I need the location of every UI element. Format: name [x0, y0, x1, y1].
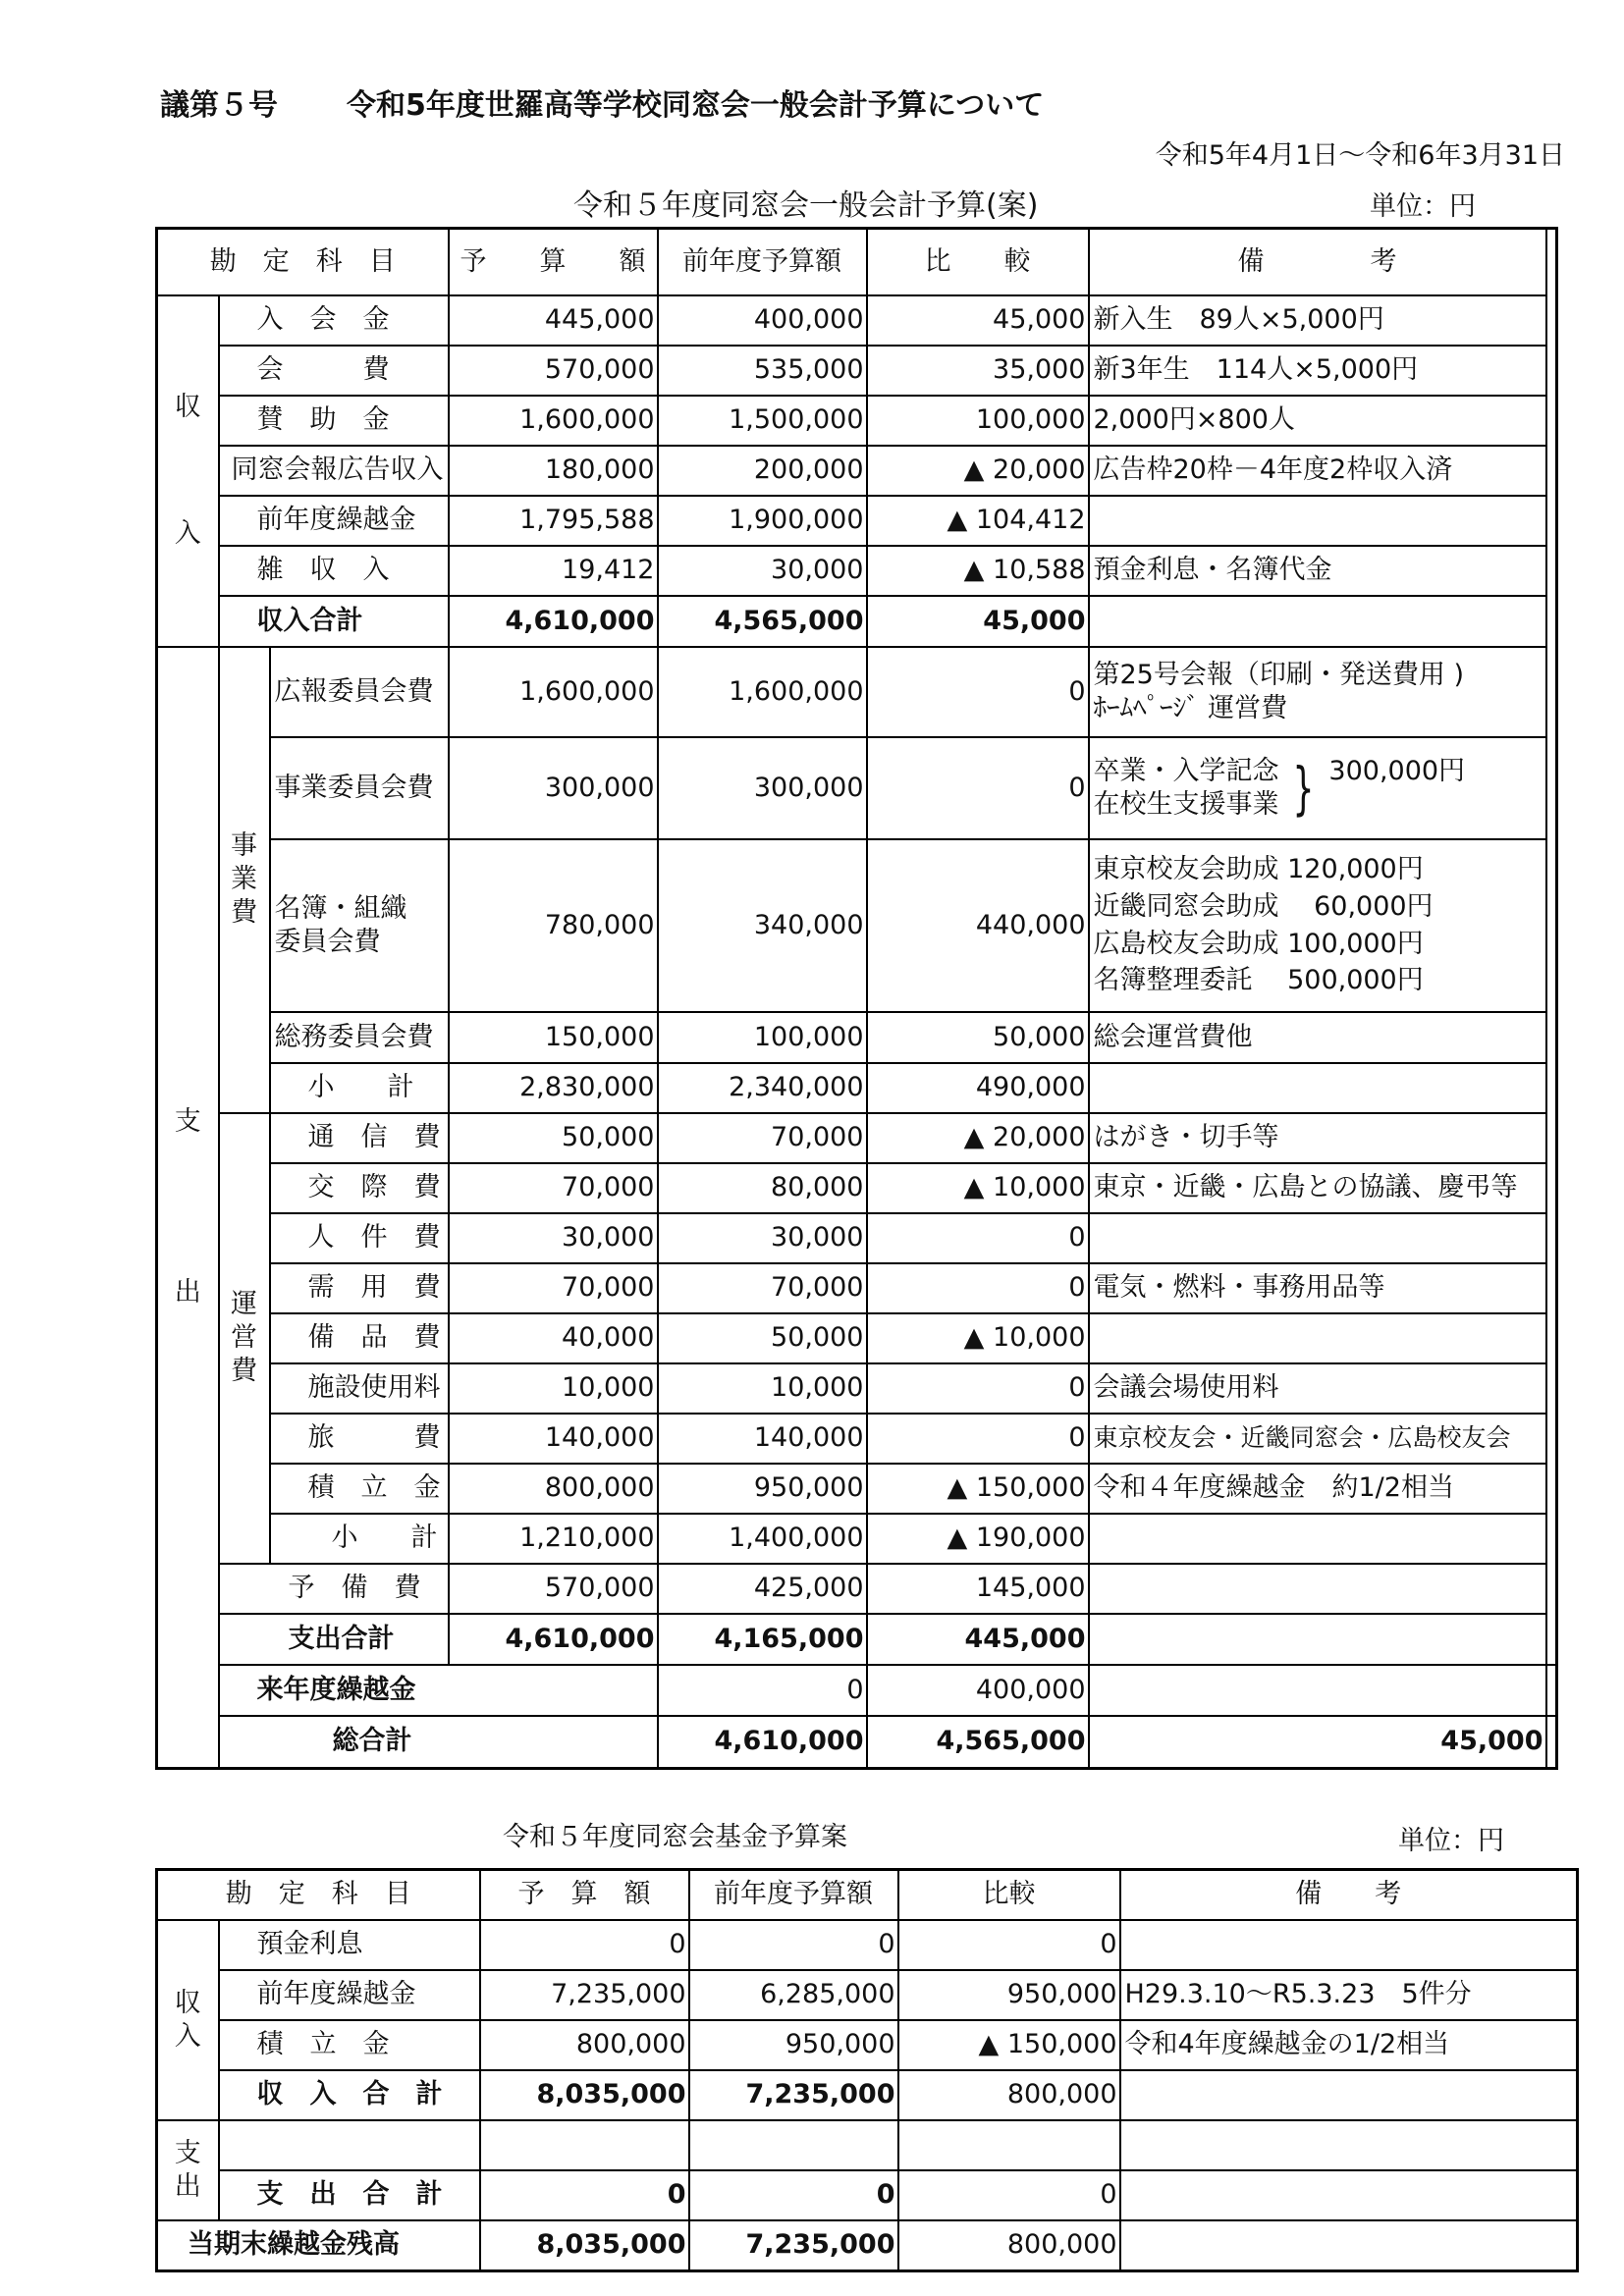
amount-cell: 19,412: [449, 546, 658, 596]
table-cell: [1089, 1614, 1546, 1665]
amount-cell: 800,000: [449, 1464, 658, 1514]
table-row: [157, 647, 1557, 737]
col-header-prev: 前年度予算額: [689, 1870, 898, 1920]
operation-cost-label: 運 営 費: [219, 1113, 270, 1564]
fund-expense-total-row: [157, 2170, 1578, 2220]
table-cell: 第25号会報（印刷・発送費用 ) ﾎｰﾑﾍﾟｰｼﾞ 運営費: [1089, 647, 1546, 737]
table-header-row: [157, 1870, 1578, 1920]
amount-cell: 4,610,000: [658, 1716, 867, 1769]
fiscal-period: 令和5年4月1日～令和6年3月31日: [1155, 140, 1565, 171]
text-cell: [1089, 1213, 1546, 1263]
amount-cell: ▲ 190,000: [867, 1514, 1089, 1564]
amount-cell: 140,000: [658, 1414, 867, 1464]
general-budget-table: [155, 227, 1558, 1770]
text-cell: 前年度繰越金: [219, 1970, 480, 2020]
text-cell: 預金利息・名簿代金: [1089, 546, 1546, 596]
amount-cell: 70,000: [449, 1263, 658, 1313]
text-cell: [1089, 1313, 1546, 1363]
amount-cell: 300,000: [658, 737, 867, 839]
table-row: [157, 1464, 1557, 1514]
text-cell: 積 立 金: [270, 1464, 449, 1514]
text-cell: 2,000円×800人: [1089, 396, 1546, 446]
amount-cell: 445,000: [867, 1614, 1089, 1665]
table-row: [157, 1970, 1578, 2020]
table-cell: [1120, 2120, 1578, 2170]
amount-cell: 0: [898, 2170, 1120, 2220]
amount-cell: 200,000: [658, 446, 867, 496]
amount-cell: 7,235,000: [689, 2070, 898, 2120]
text-cell: 前年度繰越金: [219, 496, 449, 546]
amount-cell: 300,000: [449, 737, 658, 839]
text-cell: 来年度繰越金: [219, 1665, 658, 1716]
agenda-number: 議第５号: [160, 88, 278, 123]
amount-cell: 400,000: [867, 1665, 1089, 1716]
amount-cell: 400,000: [658, 295, 867, 346]
amount-cell: 4,565,000: [658, 596, 867, 647]
text-cell: 備 品 費: [270, 1313, 449, 1363]
table-cell: [1546, 1665, 1557, 1716]
table-row: [157, 2120, 1578, 2170]
amount-cell: 0: [898, 1920, 1120, 1970]
col-header-diff: 比較: [898, 1870, 1120, 1920]
amount-cell: 0: [689, 1920, 898, 1970]
income-section-label: 収 入: [157, 295, 219, 647]
text-cell: 入 会 金: [219, 295, 449, 346]
fund-income-total-row: [157, 2070, 1578, 2120]
table-row: [157, 295, 1557, 346]
text-cell: [1089, 496, 1546, 546]
general-budget-unit: 単位：円: [1370, 191, 1476, 222]
fund-income-label: 収 入: [157, 1920, 219, 2120]
text-cell: 支出合計: [219, 1614, 449, 1665]
table-row: [157, 1920, 1578, 1970]
amount-cell: 10,000: [658, 1363, 867, 1414]
amount-cell: 1,600,000: [449, 396, 658, 446]
amount-cell: 8,035,000: [480, 2070, 689, 2120]
text-cell: 収 入 合 計: [219, 2070, 480, 2120]
carryover-row: [157, 1665, 1557, 1716]
text-cell: 事業委員会費: [270, 737, 449, 839]
amount-cell: ▲ 104,412: [867, 496, 1089, 546]
subtotal-row: [157, 1063, 1557, 1113]
amount-cell: 50,000: [867, 1012, 1089, 1063]
text-cell: はがき・切手等: [1089, 1113, 1546, 1163]
amount-cell: 1,400,000: [658, 1514, 867, 1564]
amount-cell: 800,000: [898, 2070, 1120, 2120]
text-cell: 東京・近畿・広島との協議、慶弔等: [1089, 1163, 1546, 1213]
amount-cell: 490,000: [867, 1063, 1089, 1113]
text-cell: 電気・燃料・事務用品等: [1089, 1263, 1546, 1313]
table-cell: [689, 2120, 898, 2170]
amount-cell: 0: [867, 1213, 1089, 1263]
table-cell: 名簿・組織 委員会費: [270, 839, 449, 1012]
amount-cell: 2,340,000: [658, 1063, 867, 1113]
income-total-row: [157, 596, 1557, 647]
amount-cell: 0: [867, 1263, 1089, 1313]
amount-cell: 2,830,000: [449, 1063, 658, 1113]
text-cell: 広告枠20枠－4年度2枠収入済: [1089, 446, 1546, 496]
text-cell: 当期末繰越金残高: [157, 2220, 480, 2271]
table-cell: [1120, 2170, 1578, 2220]
amount-cell: 4,565,000: [867, 1716, 1089, 1769]
amount-cell: ▲ 150,000: [867, 1464, 1089, 1514]
text-cell: 人 件 費: [270, 1213, 449, 1263]
amount-cell: 4,165,000: [658, 1614, 867, 1665]
fund-budget-table: [155, 1868, 1579, 2272]
amount-cell: 1,600,000: [449, 647, 658, 737]
amount-cell: 70,000: [658, 1113, 867, 1163]
fund-expense-label: 支 出: [157, 2120, 219, 2220]
amount-cell: ▲ 10,588: [867, 546, 1089, 596]
amount-cell: 0: [480, 2170, 689, 2220]
amount-cell: 70,000: [449, 1163, 658, 1213]
text-cell: 同窓会報広告収入: [219, 446, 449, 496]
amount-cell: 45,000: [1089, 1716, 1546, 1769]
text-cell: [1120, 1920, 1578, 1970]
table-cell: [898, 2120, 1120, 2170]
col-header-prev: 前年度予算額: [658, 229, 867, 295]
text-cell: 賛 助 金: [219, 396, 449, 446]
amount-cell: 0: [867, 647, 1089, 737]
right-brace-icon: }: [1291, 754, 1315, 822]
amount-cell: 4,610,000: [449, 1614, 658, 1665]
text-cell: 会 費: [219, 346, 449, 396]
amount-cell: 7,235,000: [480, 1970, 689, 2020]
amount-cell: 80,000: [658, 1163, 867, 1213]
amount-cell: ▲ 10,000: [867, 1313, 1089, 1363]
subtotal-row: [157, 1514, 1557, 1564]
text-cell: 収入合計: [219, 596, 449, 647]
amount-cell: 50,000: [449, 1113, 658, 1163]
text-cell: H29.3.10～R5.3.23 5件分: [1120, 1970, 1578, 2020]
text-cell: 預金利息: [219, 1920, 480, 1970]
project-cost-label: 事 業 費: [219, 647, 270, 1113]
amount-cell: 1,500,000: [658, 396, 867, 446]
col-header-budget: 予 算 額: [449, 229, 658, 295]
amount-cell: 0: [867, 1414, 1089, 1464]
table-row: [157, 1263, 1557, 1313]
text-cell: 雑 収 入: [219, 546, 449, 596]
amount-cell: [1089, 1665, 1546, 1716]
amount-cell: 800,000: [898, 2220, 1120, 2271]
amount-cell: 950,000: [689, 2020, 898, 2070]
amount-cell: 440,000: [867, 839, 1089, 1012]
amount-cell: 100,000: [658, 1012, 867, 1063]
table-row: [157, 1313, 1557, 1363]
text-cell: 新入生 89人×5,000円: [1089, 295, 1546, 346]
amount-cell: ▲ 10,000: [867, 1163, 1089, 1213]
text-cell: 総合計: [219, 1716, 658, 1769]
agenda-title: 令和5年度世羅高等学校同窓会一般会計予算について: [347, 88, 1045, 123]
amount-cell: 1,600,000: [658, 647, 867, 737]
amount-cell: 800,000: [480, 2020, 689, 2070]
expense-total-row: [157, 1614, 1557, 1665]
col-header-account: 勘 定 科 目: [157, 229, 449, 295]
text-cell: 広報委員会費: [270, 647, 449, 737]
amount-cell: 30,000: [658, 1213, 867, 1263]
col-header-note: 備 考: [1089, 229, 1546, 295]
amount-cell: 0: [867, 737, 1089, 839]
fund-budget-unit: 単位：円: [1398, 1826, 1504, 1856]
table-row: [157, 446, 1557, 496]
table-row: [157, 1363, 1557, 1414]
table-row: [157, 1163, 1557, 1213]
text-cell: 総会運営費他: [1089, 1012, 1546, 1063]
fund-budget-title: 令和５年度同窓会基金予算案: [503, 1822, 847, 1852]
text-cell: 積 立 金: [219, 2020, 480, 2070]
amount-cell: 950,000: [658, 1464, 867, 1514]
table-row: [157, 346, 1557, 396]
table-cell: [1089, 596, 1546, 647]
text-cell: 総務委員会費: [270, 1012, 449, 1063]
amount-cell: 45,000: [867, 596, 1089, 647]
table-cell: [219, 2120, 480, 2170]
table-row: [157, 546, 1557, 596]
text-cell: 施設使用料: [270, 1363, 449, 1414]
table-row: [157, 1113, 1557, 1163]
text-cell: 需 用 費: [270, 1263, 449, 1313]
amount-cell: 780,000: [449, 839, 658, 1012]
table-row: [157, 839, 1557, 1012]
col-header-account: 勘 定 科 目: [157, 1870, 480, 1920]
amount-cell: 445,000: [449, 295, 658, 346]
amount-cell: 10,000: [449, 1363, 658, 1414]
amount-cell: 4,610,000: [449, 596, 658, 647]
amount-cell: 7,235,000: [689, 2220, 898, 2271]
table-row: [157, 1564, 1557, 1614]
amount-cell: 0: [689, 2170, 898, 2220]
amount-cell: 1,210,000: [449, 1514, 658, 1564]
table-cell: [1089, 1063, 1546, 1113]
table-cell: [1546, 1716, 1557, 1769]
text-cell: 令和４年度繰越金 約1/2相当: [1089, 1464, 1546, 1514]
table-cell: [1089, 1514, 1546, 1564]
table-row: [157, 1213, 1557, 1263]
table-cell: [480, 2120, 689, 2170]
col-header-budget: 予 算 額: [480, 1870, 689, 1920]
text-cell: 旅 費: [270, 1414, 449, 1464]
amount-cell: 6,285,000: [689, 1970, 898, 2020]
amount-cell: 30,000: [449, 1213, 658, 1263]
document-title: [160, 80, 1044, 124]
col-header-note: 備 考: [1120, 1870, 1578, 1920]
table-row: [157, 496, 1557, 546]
expense-section-label: 支 出: [157, 647, 219, 1769]
table-row: [157, 737, 1557, 839]
ending-balance-row: [157, 2220, 1578, 2271]
amount-cell: 180,000: [449, 446, 658, 496]
table-header-row: [157, 229, 1557, 295]
amount-cell: 570,000: [449, 1564, 658, 1614]
text-cell: 小 計: [270, 1514, 449, 1564]
amount-cell: 45,000: [867, 295, 1089, 346]
table-cell: [1089, 1564, 1546, 1614]
amount-cell: 570,000: [449, 346, 658, 396]
text-cell: 会議会場使用料: [1089, 1363, 1546, 1414]
amount-cell: 1,900,000: [658, 496, 867, 546]
table-row: [157, 1414, 1557, 1464]
amount-cell: 30,000: [658, 546, 867, 596]
text-cell: 東京校友会・近畿同窓会・広島校友会: [1089, 1414, 1546, 1464]
amount-cell: 35,000: [867, 346, 1089, 396]
general-budget-title: 令和５年度同窓会一般会計予算(案): [573, 188, 1039, 223]
amount-cell: 0: [480, 1920, 689, 1970]
amount-cell: 50,000: [658, 1313, 867, 1363]
text-cell: 通 信 費: [270, 1113, 449, 1163]
table-cell: [1120, 2070, 1578, 2120]
text-cell: 交 際 費: [270, 1163, 449, 1213]
amount-cell: ▲ 20,000: [867, 1113, 1089, 1163]
amount-cell: 150,000: [449, 1012, 658, 1063]
grand-total-row: [157, 1716, 1557, 1769]
amount-cell: ▲ 20,000: [867, 446, 1089, 496]
table-cell: 東京校友会助成 120,000円 近畿同窓会助成 60,000円 広島校友会助成 100,000円 名簿整理委託 500,000円: [1089, 839, 1546, 1012]
text-cell: 予 備 費: [219, 1564, 449, 1614]
amount-cell: ▲ 150,000: [898, 2020, 1120, 2070]
amount-cell: 40,000: [449, 1313, 658, 1363]
amount-cell: 8,035,000: [480, 2220, 689, 2271]
amount-cell: 145,000: [867, 1564, 1089, 1614]
table-row: [157, 1012, 1557, 1063]
amount-cell: 1,795,588: [449, 496, 658, 546]
amount-cell: 0: [867, 1363, 1089, 1414]
amount-cell: 100,000: [867, 396, 1089, 446]
amount-cell: 950,000: [898, 1970, 1120, 2020]
text-cell: 新3年生 114人×5,000円: [1089, 346, 1546, 396]
text-cell: 小 計: [270, 1063, 449, 1113]
amount-cell: 535,000: [658, 346, 867, 396]
amount-cell: 340,000: [658, 839, 867, 1012]
table-row: [157, 396, 1557, 446]
amount-cell: 70,000: [658, 1263, 867, 1313]
amount-cell: 0: [658, 1665, 867, 1716]
text-cell: 令和4年度繰越金の1/2相当: [1120, 2020, 1578, 2070]
amount-cell: 425,000: [658, 1564, 867, 1614]
amount-cell: 140,000: [449, 1414, 658, 1464]
col-header-diff: 比 較: [867, 229, 1089, 295]
table-cell: 卒業・入学記念 在校生支援事業 } 300,000円: [1089, 737, 1546, 839]
text-cell: 支 出 合 計: [219, 2170, 480, 2220]
table-cell: [1120, 2220, 1578, 2271]
table-row: [157, 2020, 1578, 2070]
